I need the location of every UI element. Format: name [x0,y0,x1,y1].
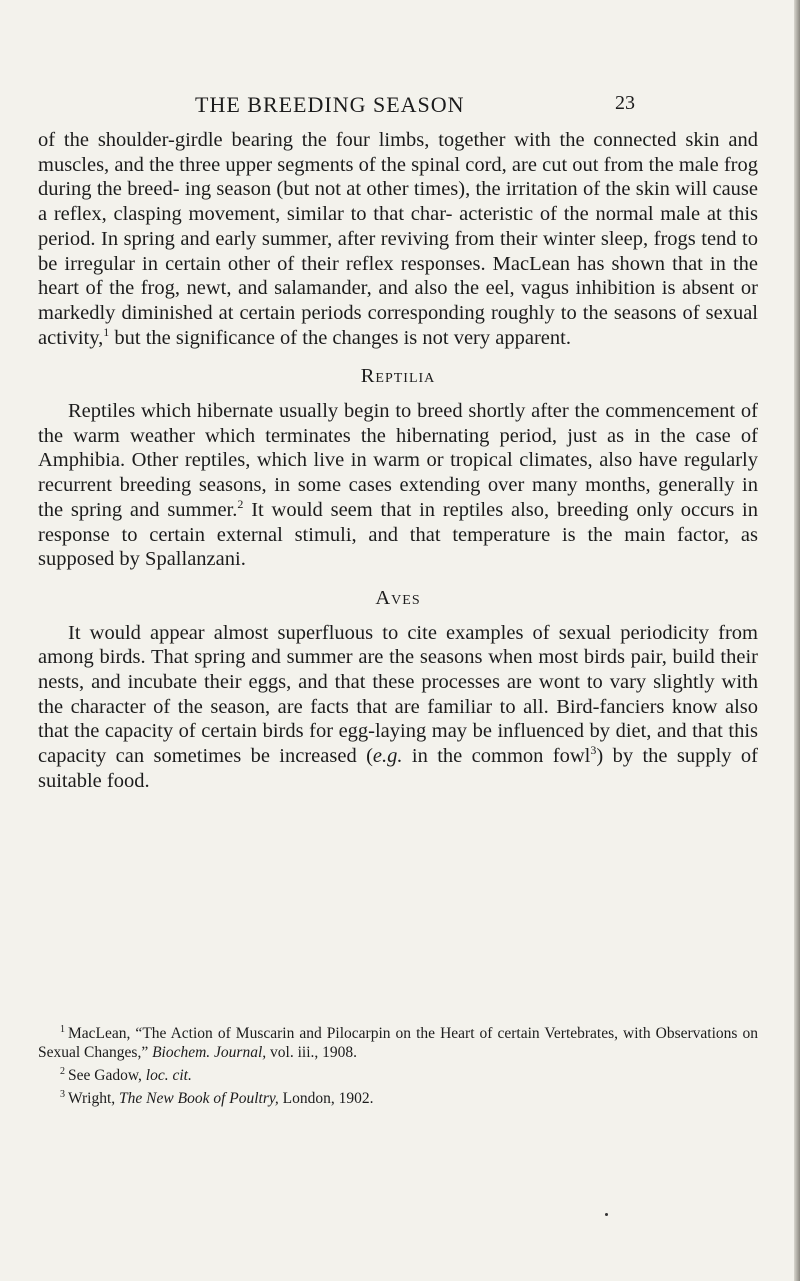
intro-text: of the shoulder-girdle bearing the four limbs, together with the connected skin and muscles, and the three upper segments of the spinal cord, are cut out from the male frog during the breed- ing season (but not at other times), the irritation of the skin will cause a reflex, clasping movement, similar to that char- acteristic of the normal male at this period. In spring and early summer, after reviving from their winter sleep, frogs tend to be irregular in certain other of their reflex responses. MacLean has shown that in the heart of the frog, newt, and salamander, and also the eel, vagus inhibition is absent or markedly diminished at certain periods corresponding roughly to the seasons of sexual activity, [38,129,758,349]
footnote-2-mark: 2 [60,1066,65,1078]
aves-text-c: ) by the supply of suitable food. [38,745,759,792]
footnote-ref-1: 1 [103,324,110,339]
footnote-1 [38,1020,758,1062]
footnote-ref-3: 3 [590,743,597,758]
page-header [195,92,635,122]
footnote-2-italic: loc. cit. [145,1067,192,1085]
page-edge-shadow [794,0,800,1281]
aves-paragraph [38,621,758,794]
reptilia-text-b: It would seem that in reptiles also, breeding only occurs in response to certain external stimuli, and that temperature is the main factor, as supposed by Spallanzani. [38,498,758,571]
footnote-1-tail: vol. iii., 1908. [266,1044,358,1062]
body-text [38,128,758,794]
aves-italic: e.g. [372,745,403,768]
footnote-3 [38,1085,758,1108]
section-heading-reptilia: Reptilia [360,365,436,388]
footnotes [38,1020,758,1108]
footnote-ref-2: 2 [237,497,244,512]
reptilia-paragraph [38,399,758,572]
footnote-1-mark: 1 [60,1024,65,1035]
print-speck [605,1213,608,1216]
aves-text-b: in the common fowl [402,745,591,768]
running-title: THE BREEDING SEASON [195,92,465,117]
section-heading-aves: Aves [375,586,421,609]
footnote-3-mark: 3 [60,1089,65,1101]
aves-text-a: It would appear almost superfluous to cite examples of sexual periodicity from among birds. That spring and summer are the seasons when most birds pair, build their nests, and incubate their eggs, and that these processes are wont to vary slightly with the character of the season, are facts that are familiar to all. Bird-fanciers know also that the capacity of certain birds for egg-laying may be influenced by diet, and that this capacity can sometimes be increased ( [38,621,758,768]
footnote-3-italic: The New Book of Poultry, [119,1090,279,1108]
intro-paragraph [38,128,758,350]
page-number: 23 [615,92,635,114]
footnote-1-italic: Biochem. Journal, [152,1044,267,1062]
footnote-2-text: See Gadow, [68,1067,146,1085]
footnote-1-text: MacLean, “The Action of Muscarin and Pilocarpin on the Heart of certain Vertebrates, with Observations on Sexual Changes,” [38,1025,758,1062]
reptilia-text-a: Reptiles which hibernate usually begin to breed shortly after the commencement of the warm weather which terminates the hibernating period, just as in the case of Amphibia. Other reptiles, which live in warm or tropical climates, also have regularly recurrent breeding seasons, in some cases extending over many months, generally in the spring and summer. [38,400,758,521]
intro-tail: but the significance of the changes is not very apparent. [109,326,571,349]
footnote-2 [38,1062,758,1085]
footnote-3-text: Wright, [68,1090,120,1108]
footnote-3-tail: London, 1902. [278,1090,374,1108]
